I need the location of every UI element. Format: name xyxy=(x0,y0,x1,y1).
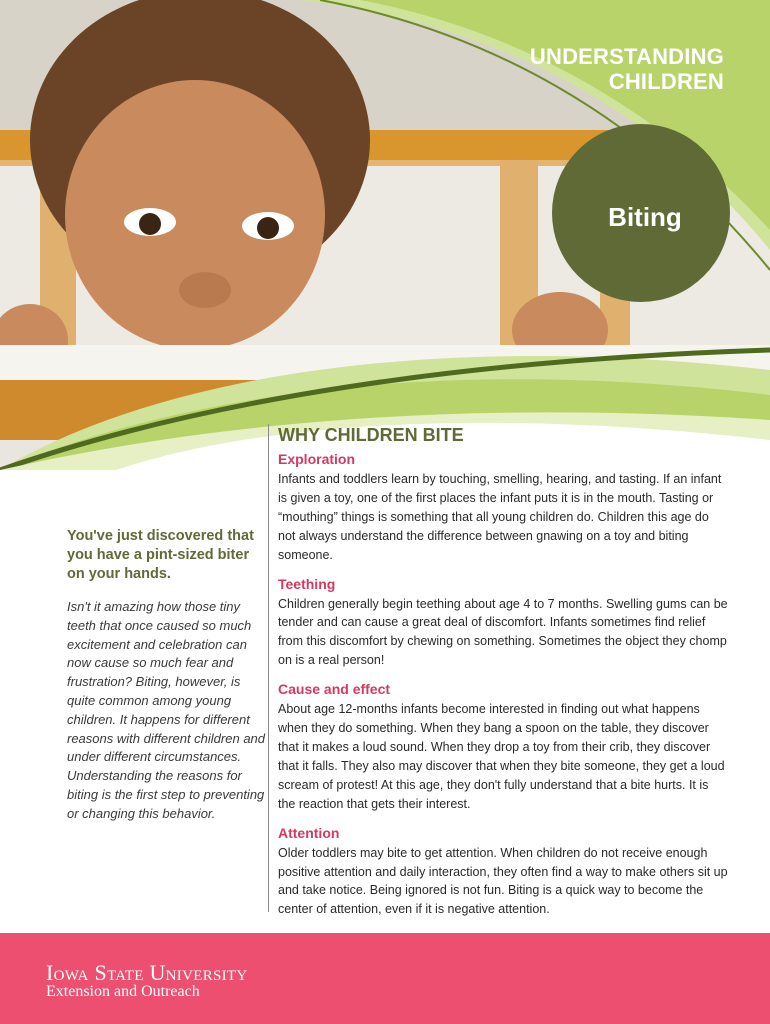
section-exploration xyxy=(278,450,728,565)
section-attention xyxy=(278,824,728,920)
intro-column xyxy=(67,527,267,824)
section-title: Exploration xyxy=(278,451,356,467)
extension-subtitle: Extension and Outreach xyxy=(46,983,200,1000)
series-title-line1: UNDERSTANDING xyxy=(529,44,724,69)
section-teething xyxy=(278,575,728,671)
column-divider xyxy=(268,424,269,912)
series-title-line2: CHILDREN xyxy=(608,69,724,94)
university-logo-text: Iowa State University xyxy=(46,960,248,985)
section-cause-and-effect xyxy=(278,680,728,813)
main-column xyxy=(278,424,728,929)
topic-badge xyxy=(552,124,730,302)
section-body: About age 12-months infants become interested in finding out what happens when they do something. When they bang a spoon on the table, they discover that it makes a loud sound. When they drop a toy from their crib, they discover that it falls. They also may discover that when they bite someone, they get a loud scream of protest! At this age, they don't fully understand that a bite hurts. It is the reaction that gets their interest. xyxy=(278,702,725,811)
intro-heading: You've just discovered that you have a pint-sized biter on your hands. xyxy=(67,528,254,582)
section-body: Infants and toddlers learn by touching, smelling, hearing, and tasting. If an infant is given a toy, one of the first places the infant puts it is in the mouth. Tasting or “mouthing” things is something that all young children do. Children this age do not always understand the difference between gnawing on a toy and biting someone. xyxy=(278,472,722,562)
section-body: Children generally begin teething about age 4 to 7 months. Swelling gums can be tender and can cause a great deal of discomfort. Infants sometimes find relief from this discomfort by chewing on something. Sometimes the object they chomp on is a real person! xyxy=(278,596,728,668)
footer-bar xyxy=(0,933,770,1024)
section-title: Teething xyxy=(278,575,336,592)
topic-title: Biting xyxy=(608,201,682,232)
section-body: Older toddlers may bite to get attention. When children do not receive enough positive attention and daily interaction, they often find a way to make others sit up and take notice. Being ignored is not fun. Biting is a quick way to become the center of attention, even if it is negative attention. xyxy=(278,845,728,917)
intro-body: Isn't it amazing how those tiny teeth that once caused so much excitement and celebration can now cause so much fear and frustration? Biting, however, is quite common among young children. It happens for different reasons with different children and under different circumstances. Understanding the reasons for biting is the first step to preventing or changing this behavior. xyxy=(67,599,266,821)
series-title xyxy=(530,44,724,94)
section-title: Attention xyxy=(278,824,340,841)
main-title: WHY CHILDREN BITE xyxy=(278,425,464,445)
section-title: Cause and effect xyxy=(278,681,391,698)
